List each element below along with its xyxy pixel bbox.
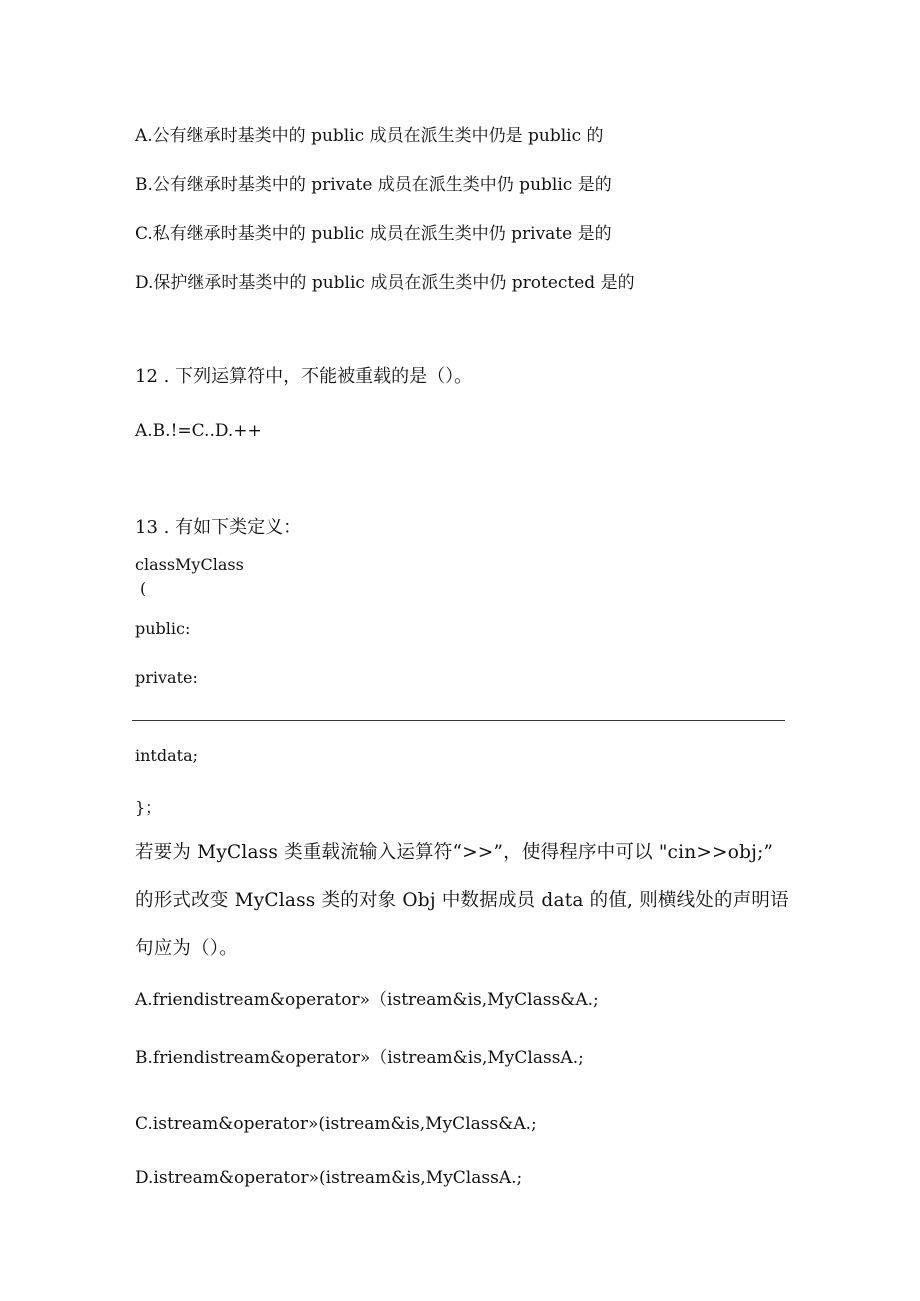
- q13-option-c: C.istream&operator»(istream&is,MyClass&A.;: [135, 1114, 537, 1134]
- q13-description-line-2: 的形式改变 MyClass 类的对象 Obj 中数据成员 data 的值, 则横线处的声明语: [135, 890, 789, 911]
- code-line-public: public:: [135, 619, 191, 638]
- q13-option-b: B.friendistream&operator»（istream&is,MyClassA.;: [135, 1048, 584, 1068]
- q11-option-d: D.保护继承时基类中的 public 成员在派生类中仍 protected 是的: [135, 273, 635, 293]
- q11-option-a: A.公有继承时基类中的 public 成员在派生类中仍是 public 的: [135, 126, 604, 146]
- code-line-brace-open: (: [140, 579, 147, 598]
- code-line-class: classMyClass: [135, 555, 244, 574]
- code-line-private: private:: [135, 668, 198, 687]
- q13-description-line-3: 句应为（）。: [135, 938, 238, 959]
- q12-question: 12 . 下列运算符中，不能被重载的是（）。: [135, 366, 473, 387]
- code-line-brace-close: }；: [135, 798, 162, 817]
- q13-question: 13 . 有如下类定义：: [135, 517, 302, 538]
- answer-blank-line: [132, 720, 785, 721]
- q12-options: A.B.!=C..D.++: [135, 421, 262, 441]
- q13-description-line-1: 若要为 MyClass 类重载流输入运算符“>>”，使得程序中可以 "cin>>obj;”: [135, 842, 774, 863]
- q11-option-c: C.私有继承时基类中的 public 成员在派生类中仍 private 是的: [135, 224, 612, 244]
- q13-option-d: D.istream&operator»(istream&is,MyClassA.;: [135, 1168, 523, 1188]
- q13-option-a: A.friendistream&operator»（istream&is,MyClass&A.;: [135, 990, 599, 1010]
- q11-option-b: B.公有继承时基类中的 private 成员在派生类中仍 public 是的: [135, 175, 612, 195]
- code-line-data: intdata;: [135, 746, 198, 765]
